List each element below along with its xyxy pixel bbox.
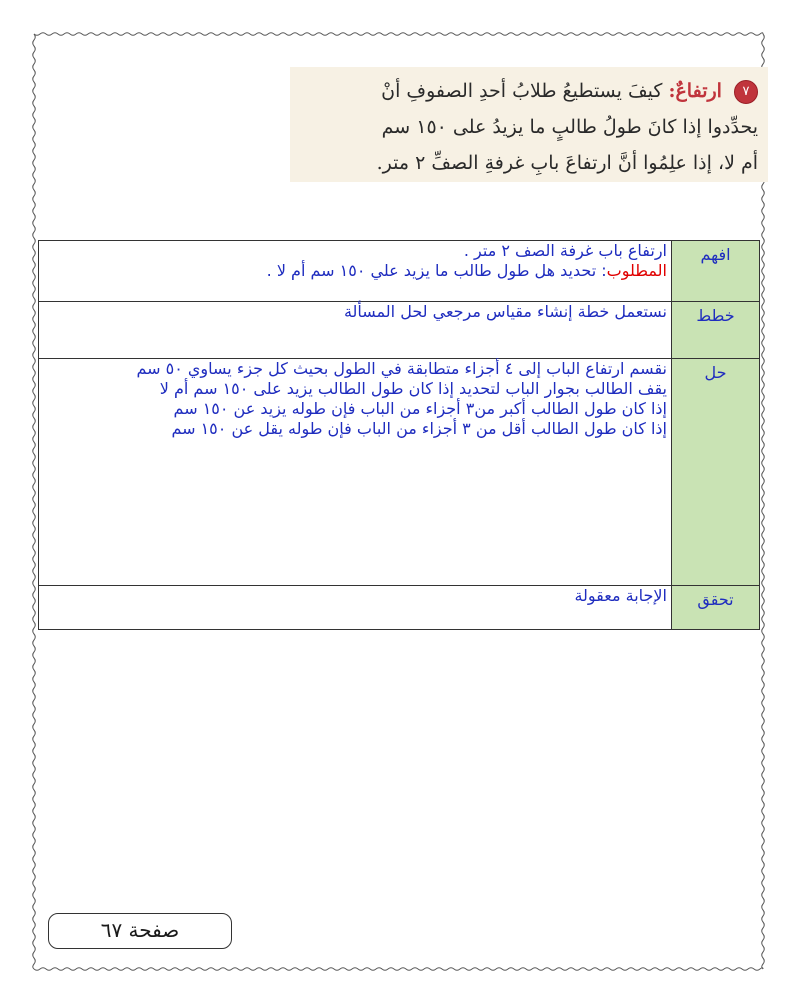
problem-line-1 bbox=[290, 73, 758, 109]
problem-text-line: أم لا، إذا علِمُوا أنَّ ارتفاعَ بابِ غرفةِ الصفِّ ٢ متر. bbox=[376, 152, 758, 174]
problem-heading: ارتفاعٌ: bbox=[668, 80, 722, 102]
problem-statement bbox=[290, 67, 768, 182]
required-text: : تحديد هل طول طالب ما يزيد علي ١٥٠ سم أم لا . bbox=[266, 261, 607, 280]
table-row-check bbox=[39, 586, 760, 630]
step-label-understand: افهم bbox=[672, 241, 760, 302]
step-content-plan bbox=[39, 302, 672, 359]
content-line: إذا كان طول الطالب أكبر من٣ أجزاء من الباب فإن طوله يزيد عن ١٥٠ سم bbox=[173, 399, 667, 418]
content-line: نقسم ارتفاع الباب إلى ٤ أجزاء متطابقة في الطول بحيث كل جزء يساوي ٥٠ سم bbox=[136, 359, 667, 378]
content-line: نستعمل خطة إنشاء مقياس مرجعي لحل المسألة bbox=[343, 302, 667, 321]
step-label-solve: حل bbox=[672, 359, 760, 586]
required-label: المطلوب bbox=[606, 261, 667, 280]
content-line: الإجابة معقولة bbox=[574, 586, 667, 605]
step-label-plan: خطط bbox=[672, 302, 760, 359]
problem-solving-table bbox=[38, 240, 760, 630]
problem-text-line: يحدِّدوا إذا كانَ طولُ طالبٍ ما يزيدُ على ١٥٠ سم bbox=[381, 116, 758, 138]
table-row-understand bbox=[39, 241, 760, 302]
content-line: يقف الطالب بجوار الباب لتحديد إذا كان طول الطالب يزيد على ١٥٠ سم أم لا bbox=[159, 379, 667, 398]
content-line: ارتفاع باب غرفة الصف ٢ متر . bbox=[463, 241, 667, 260]
page-number-label: صفحة ٦٧ bbox=[48, 913, 232, 949]
content-line bbox=[45, 261, 667, 281]
step-label-check: تحقق bbox=[672, 586, 760, 630]
table-row-plan bbox=[39, 302, 760, 359]
problem-text-line: كيفَ يستطيعُ طلابُ أحدِ الصفوفِ أنْ bbox=[381, 80, 663, 102]
step-content-understand bbox=[39, 241, 672, 302]
table-row-solve bbox=[39, 359, 760, 586]
problem-number-badge: ٧ bbox=[734, 80, 758, 104]
step-content-check bbox=[39, 586, 672, 630]
content-line: إذا كان طول الطالب أقل من ٣ أجزاء من الباب فإن طوله يقل عن ١٥٠ سم bbox=[171, 419, 667, 438]
step-content-solve bbox=[39, 359, 672, 586]
